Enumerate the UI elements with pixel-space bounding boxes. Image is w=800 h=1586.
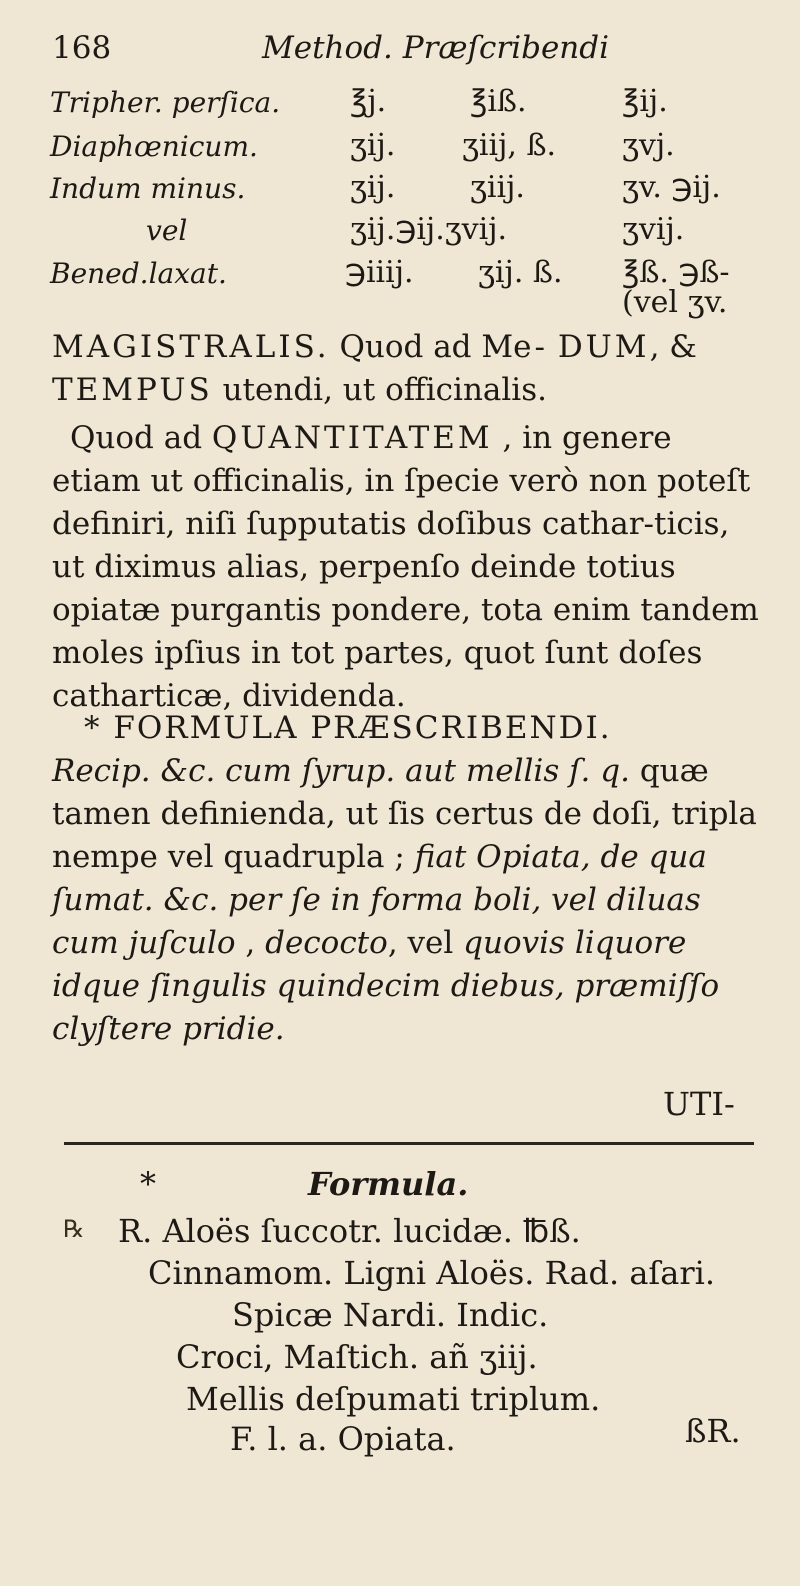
dose-value: ʒiij. [470, 170, 525, 205]
text-run: , & [649, 329, 697, 365]
running-header [52, 30, 752, 74]
footnote-marker: * [140, 1165, 156, 1203]
text-run: utendi, ut officinalis. [212, 372, 547, 408]
paragraph-text [52, 750, 760, 1051]
drug-name: Indum minus. [50, 172, 246, 205]
italic-run: fiat Opiata, de qua ſumat. &c. per ſe in forma boli, vel diluas cum juſculo [52, 839, 707, 961]
italic-run: Recip. &c. cum ſyrup. aut mellis ſ. q. [52, 753, 630, 789]
drug-name: Tripher. perſica. [50, 86, 281, 119]
small-caps-run: TEMPUS [52, 372, 213, 408]
pharmacy-mark: ℞ [63, 1215, 85, 1243]
drug-name: vel [146, 214, 188, 247]
recipe-line: Cinnamom. Ligni Aloës. Rad. aſari. [148, 1254, 716, 1292]
text-run: Quod ad [70, 420, 212, 456]
dose-value: ℥ij. [622, 84, 668, 119]
italic-run: quovis liquore idque ſingulis quindecim diebus, præmiſſo clyſtere pridie. [52, 925, 720, 1047]
running-title: Method. Præſcribendi [262, 30, 610, 66]
recipe-line: R. Aloës ſuccotr. lucidæ. ℔ß. [118, 1212, 581, 1250]
text-run: , vel [387, 925, 464, 961]
small-caps-run: QUANTITATEM [211, 420, 493, 456]
text-run: quæ tamen definienda, ut ſis certus de doſi, tripla nempe vel quadrupla ; [52, 753, 757, 875]
paragraph-recipe [52, 750, 760, 1051]
paragraph-text [52, 417, 760, 718]
dose-alternative: (vel ʒv. [622, 285, 728, 320]
text-run: , [235, 925, 266, 961]
section-heading: * FORMULA PRÆSCRIBENDI. [84, 710, 612, 746]
dose-value: ʒij. [350, 170, 396, 205]
small-caps-run: MAGISTRALIS. [52, 329, 330, 365]
dose-value: ʒij. ß. [478, 255, 563, 290]
text-run: , in genere etiam ut officinalis, in ſpecie verò non poteſt definiri, niſi ſupputatis doſibus cathar-ticis, ut diximus alias, perpenſo deinde totius opiatæ purgantis pondere, tota enim tandem moles ipſius in tot partes, quot ſunt doſes catharticæ, dividenda. [52, 420, 759, 714]
dose-value: ʒvij. [622, 212, 685, 247]
drug-name: Diaphœnicum. [50, 130, 258, 163]
page-number: 168 [52, 30, 112, 66]
recipe-line: Spicæ Nardi. Indic. [232, 1296, 549, 1334]
dose-value: ℈iiij. [345, 255, 414, 290]
dose-value: ʒvj. [622, 128, 675, 163]
drug-name: Bened.laxat. [50, 257, 227, 290]
text-run [548, 329, 558, 365]
dose-value: ʒv. ℈ij. [622, 170, 721, 205]
dose-value: ʒij.℈ij.ʒvij. [350, 212, 508, 247]
paragraph-quantity [52, 417, 760, 718]
footnote-heading: Formula. [308, 1165, 469, 1203]
italic-run: decocto [265, 925, 388, 961]
paragraph-magistralis [52, 326, 760, 412]
dose-value: ʒij. [350, 128, 396, 163]
dose-value: ℥j. [350, 84, 387, 119]
small-caps-run: e- [513, 329, 548, 365]
recipe-line: Croci, Maſtich. añ ʒiij. [176, 1338, 538, 1376]
dose-value: ℥ß. ℈ß- [622, 255, 730, 290]
text-run: Quod ad M [329, 329, 514, 365]
catchword: UTI- [663, 1085, 735, 1123]
small-caps-run: DUM [557, 329, 650, 365]
dose-value: ʒiij, ß. [462, 128, 557, 163]
formula-heading [52, 707, 760, 750]
recipe-line: F. l. a. Opiata. [230, 1420, 456, 1458]
paragraph-text [52, 326, 760, 412]
signature-mark: ßR. [685, 1412, 741, 1450]
dose-value: ℥iß. [470, 84, 527, 119]
recipe-line: Mellis deſpumati triplum. [186, 1380, 601, 1418]
footnote-divider [64, 1142, 754, 1145]
